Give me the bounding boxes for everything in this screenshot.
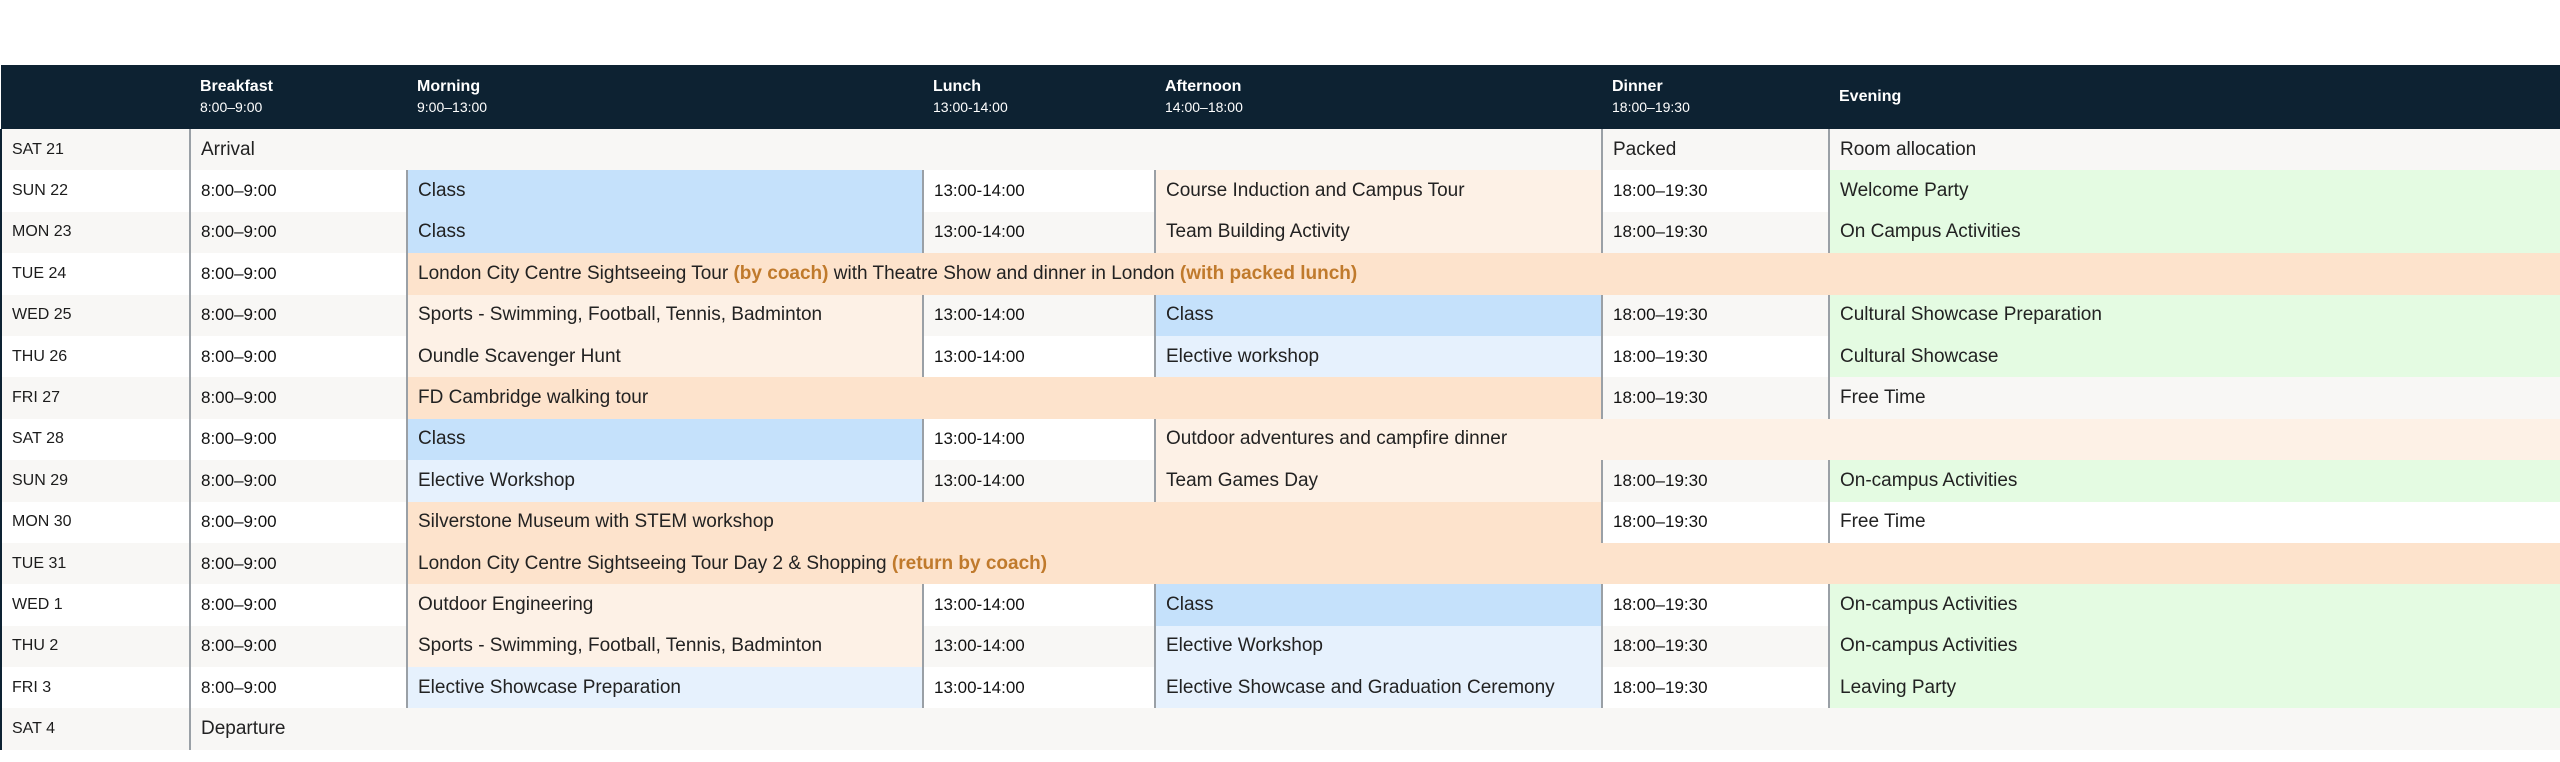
evening-cell: Free Time xyxy=(1829,502,2560,543)
breakfast-cell: 8:00–9:00 xyxy=(190,170,407,211)
dinner-cell: Packed xyxy=(1602,129,1829,170)
table-row xyxy=(1,502,2560,543)
table-row xyxy=(1,543,2560,584)
evening-cell: Welcome Party xyxy=(1829,170,2560,211)
dinner-cell: 18:00–19:30 xyxy=(1602,667,1829,708)
dinner-cell: 18:00–19:30 xyxy=(1602,377,1829,418)
breakfast-cell: 8:00–9:00 xyxy=(190,336,407,377)
header-title: Dinner xyxy=(1612,78,1663,95)
day-cell: WED 1 xyxy=(1,584,190,625)
evening-cell: Free Time xyxy=(1829,377,2560,418)
evening-cell: On-campus Activities xyxy=(1829,460,2560,501)
breakfast-cell: 8:00–9:00 xyxy=(190,584,407,625)
day-cell: MON 30 xyxy=(1,502,190,543)
trip-text: London City Centre Sightseeing Tour xyxy=(418,262,734,284)
afternoon-cell: Course Induction and Campus Tour xyxy=(1155,170,1602,211)
table-row xyxy=(1,419,2560,460)
lunch-cell: 13:00-14:00 xyxy=(923,419,1155,460)
day-cell: FRI 3 xyxy=(1,667,190,708)
header-time: 18:00–19:30 xyxy=(1612,99,1690,115)
dinner-cell: 18:00–19:30 xyxy=(1602,295,1829,336)
arrival-cell: Arrival xyxy=(190,129,1602,170)
breakfast-cell: 8:00–9:00 xyxy=(190,212,407,253)
trip-text: with Theatre Show and dinner in London xyxy=(828,262,1180,284)
header-title: Morning xyxy=(417,78,481,95)
day-cell: MON 23 xyxy=(1,212,190,253)
dinner-cell: 18:00–19:30 xyxy=(1602,170,1829,211)
table-row xyxy=(1,708,2560,749)
trip-note: (by coach) xyxy=(733,262,829,284)
table-row xyxy=(1,377,2560,418)
afternoon-cell: Elective workshop xyxy=(1155,336,1602,377)
table-row xyxy=(1,212,2560,253)
lunch-cell: 13:00-14:00 xyxy=(923,336,1155,377)
breakfast-cell: 8:00–9:00 xyxy=(190,419,407,460)
afternoon-cell: Elective Showcase and Graduation Ceremony xyxy=(1155,667,1602,708)
day-cell: THU 2 xyxy=(1,626,190,667)
breakfast-cell: 8:00–9:00 xyxy=(190,502,407,543)
dinner-cell: 18:00–19:30 xyxy=(1602,584,1829,625)
evening-cell: On-campus Activities xyxy=(1829,626,2560,667)
morning-cell: Elective Showcase Preparation xyxy=(407,667,923,708)
day-cell: FRI 27 xyxy=(1,377,190,418)
header-lunch xyxy=(923,65,1155,129)
dinner-cell: 18:00–19:30 xyxy=(1602,460,1829,501)
evening-cell: Leaving Party xyxy=(1829,667,2560,708)
day-cell: SUN 22 xyxy=(1,170,190,211)
table-row xyxy=(1,129,2560,170)
morning-cell: Class xyxy=(407,212,923,253)
day-cell: SAT 28 xyxy=(1,419,190,460)
dinner-cell: 18:00–19:30 xyxy=(1602,626,1829,667)
lunch-cell: 13:00-14:00 xyxy=(923,212,1155,253)
lunch-cell: 13:00-14:00 xyxy=(923,170,1155,211)
day-cell: SAT 21 xyxy=(1,129,190,170)
lunch-cell: 13:00-14:00 xyxy=(923,667,1155,708)
lunch-cell: 13:00-14:00 xyxy=(923,584,1155,625)
table-row xyxy=(1,336,2560,377)
trip-note: (return by coach) xyxy=(891,552,1048,574)
breakfast-cell: 8:00–9:00 xyxy=(190,460,407,501)
afternoon-cell: Team Building Activity xyxy=(1155,212,1602,253)
header-time: 14:00–18:00 xyxy=(1165,99,1243,115)
table-row xyxy=(1,460,2560,501)
header-title: Lunch xyxy=(933,78,981,95)
afternoon-cell: Outdoor adventures and campfire dinner xyxy=(1155,419,2560,460)
table-row xyxy=(1,253,2560,294)
trip-cell xyxy=(407,253,2560,294)
day-cell: WED 25 xyxy=(1,295,190,336)
dinner-cell: 18:00–19:30 xyxy=(1602,212,1829,253)
morning-cell: Class xyxy=(407,170,923,211)
schedule-table xyxy=(0,65,2560,750)
evening-cell: Cultural Showcase Preparation xyxy=(1829,295,2560,336)
morning-cell: Sports - Swimming, Football, Tennis, Badminton xyxy=(407,626,923,667)
table-row xyxy=(1,626,2560,667)
day-cell: SAT 4 xyxy=(1,708,190,749)
breakfast-cell: 8:00–9:00 xyxy=(190,626,407,667)
day-cell: THU 26 xyxy=(1,336,190,377)
day-cell: TUE 24 xyxy=(1,253,190,294)
breakfast-cell: 8:00–9:00 xyxy=(190,253,407,294)
morning-cell: Oundle Scavenger Hunt xyxy=(407,336,923,377)
breakfast-cell: 8:00–9:00 xyxy=(190,295,407,336)
table-header xyxy=(1,65,2560,129)
table-row xyxy=(1,170,2560,211)
header-title: Breakfast xyxy=(200,78,273,95)
trip-cell xyxy=(407,543,2560,584)
afternoon-cell: Team Games Day xyxy=(1155,460,1602,501)
day-cell: SUN 29 xyxy=(1,460,190,501)
schedule xyxy=(0,65,2560,750)
header-dinner xyxy=(1602,65,1829,129)
lunch-cell: 13:00-14:00 xyxy=(923,460,1155,501)
header-morning xyxy=(407,65,923,129)
trip-cell: Silverstone Museum with STEM workshop xyxy=(407,502,1602,543)
evening-cell: Cultural Showcase xyxy=(1829,336,2560,377)
morning-cell: Elective Workshop xyxy=(407,460,923,501)
header-afternoon xyxy=(1155,65,1602,129)
header-time: 9:00–13:00 xyxy=(417,99,488,115)
table-row xyxy=(1,295,2560,336)
header-evening xyxy=(1829,65,2560,129)
evening-cell: On-campus Activities xyxy=(1829,584,2560,625)
lunch-cell: 13:00-14:00 xyxy=(923,626,1155,667)
dinner-cell: 18:00–19:30 xyxy=(1602,336,1829,377)
evening-cell: On Campus Activities xyxy=(1829,212,2560,253)
breakfast-cell: 8:00–9:00 xyxy=(190,377,407,418)
lunch-cell: 13:00-14:00 xyxy=(923,295,1155,336)
trip-note: (with packed lunch) xyxy=(1179,262,1358,284)
morning-cell: Sports - Swimming, Football, Tennis, Badminton xyxy=(407,295,923,336)
morning-cell: Class xyxy=(407,419,923,460)
table-row xyxy=(1,584,2560,625)
header-title: Afternoon xyxy=(1165,78,1242,95)
header-time: 8:00–9:00 xyxy=(200,99,263,115)
header-breakfast xyxy=(190,65,407,129)
table-row xyxy=(1,667,2560,708)
header-day xyxy=(1,65,190,129)
breakfast-cell: 8:00–9:00 xyxy=(190,543,407,584)
breakfast-cell: 8:00–9:00 xyxy=(190,667,407,708)
afternoon-cell: Class xyxy=(1155,295,1602,336)
day-cell: TUE 31 xyxy=(1,543,190,584)
afternoon-cell: Elective Workshop xyxy=(1155,626,1602,667)
header-time: 13:00-14:00 xyxy=(933,99,1008,115)
afternoon-cell: Class xyxy=(1155,584,1602,625)
trip-text: London City Centre Sightseeing Tour Day 2 & Shopping xyxy=(418,552,892,574)
morning-cell: Outdoor Engineering xyxy=(407,584,923,625)
header-title: Evening xyxy=(1839,88,1902,105)
dinner-cell: 18:00–19:30 xyxy=(1602,502,1829,543)
evening-cell: Room allocation xyxy=(1829,129,2560,170)
departure-cell: Departure xyxy=(190,708,2560,749)
trip-cell: FD Cambridge walking tour xyxy=(407,377,1602,418)
